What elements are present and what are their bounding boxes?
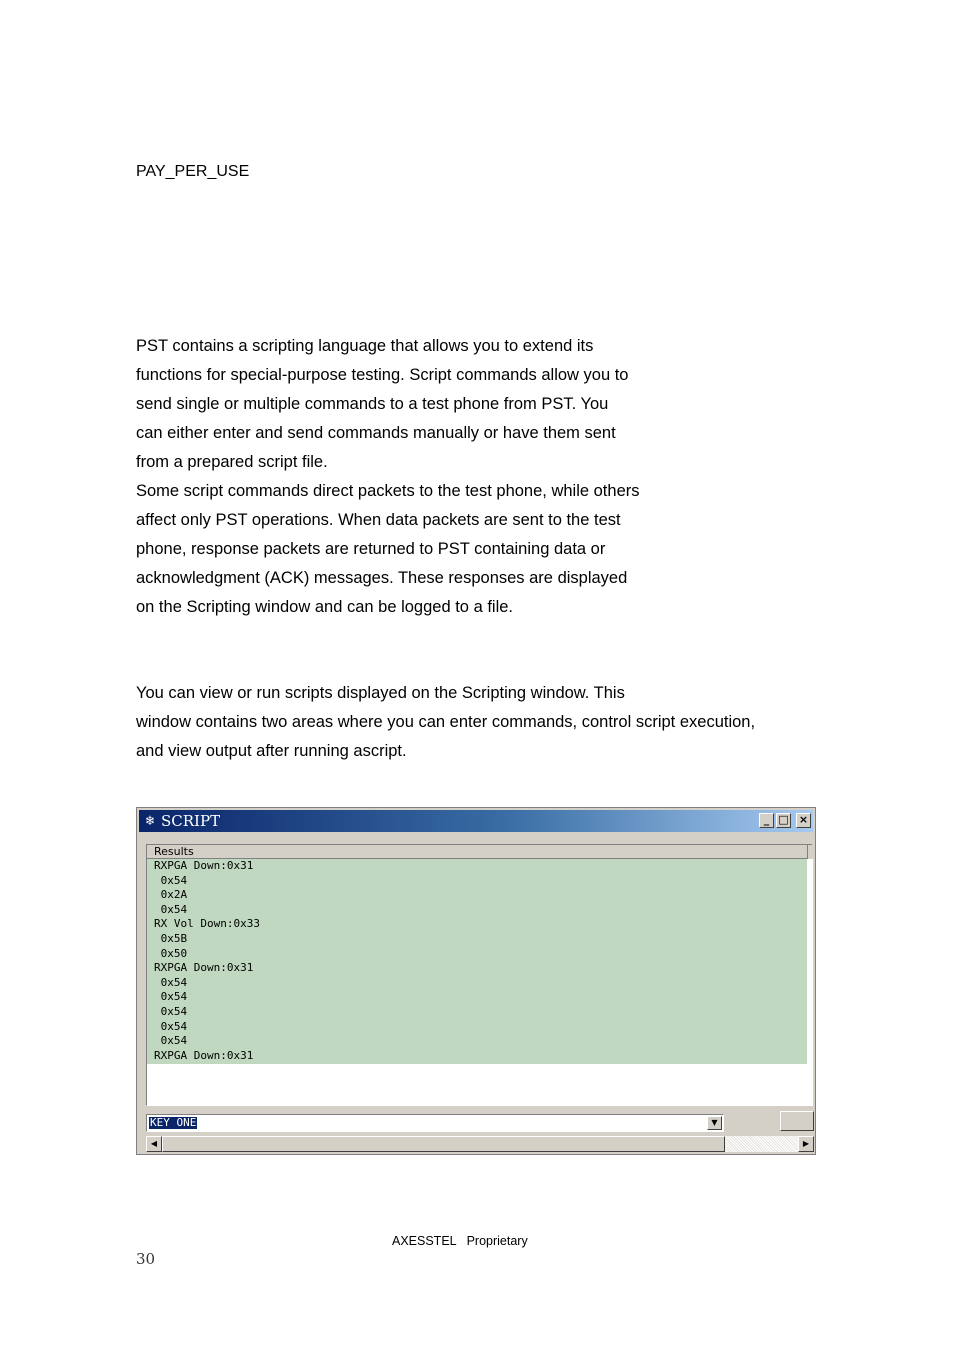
scroll-thumb[interactable] — [162, 1136, 725, 1152]
paragraph-line: functions for special-purpose testing. Script commands allow you to — [136, 366, 629, 384]
maximize-button[interactable]: □ — [776, 813, 791, 828]
paragraph-line: PST contains a scripting language that allows you to extend its — [136, 337, 594, 355]
results-header-spacer — [807, 845, 813, 859]
minimize-button[interactable]: _ — [759, 813, 774, 828]
result-line: RXPGA Down:0x31 — [154, 1048, 254, 1062]
result-line: RXPGA Down:0x31 — [154, 859, 254, 872]
scripting-window-paragraph — [136, 679, 755, 766]
send-button[interactable] — [780, 1111, 814, 1131]
paragraph-line: Some script commands direct packets to the test phone, while others — [136, 482, 640, 500]
window-title: SCRIPT — [161, 812, 221, 830]
intro-paragraph — [136, 332, 640, 622]
scroll-right-icon[interactable]: ▶ — [798, 1136, 814, 1152]
result-line: 0x54 — [154, 1034, 188, 1048]
chevron-down-icon[interactable]: ▼ — [707, 1116, 722, 1130]
paragraph-line: from a prepared script file. — [136, 453, 328, 471]
result-line: 0x54 — [154, 902, 188, 916]
section-label: PAY_PER_USE — [136, 163, 250, 180]
paragraph-line: and view output after running ascript. — [136, 742, 407, 760]
horizontal-scrollbar[interactable] — [146, 1136, 814, 1152]
result-line: RX Vol Down:0x33 — [154, 917, 260, 931]
paragraph-line: phone, response packets are returned to PST containing data or — [136, 540, 606, 558]
paragraph-line: affect only PST operations. When data packets are sent to the test — [136, 511, 621, 529]
results-column-header[interactable]: Results — [147, 845, 807, 859]
paragraph-line: window contains two areas where you can enter commands, control script execution, — [136, 713, 756, 731]
paragraph-line: acknowledgment (ACK) messages. These responses are displayed — [136, 569, 628, 587]
command-value: KEY ONE — [150, 1116, 197, 1129]
result-line: 0x54 — [154, 975, 188, 989]
title-buttons — [759, 813, 811, 829]
result-line: 0x2A — [154, 888, 188, 902]
result-line: RXPGA Down:0x31 — [154, 961, 254, 975]
paragraph-line: You can view or run scripts displayed on the Scripting window. This — [136, 684, 625, 702]
result-line: 0x54 — [154, 1004, 188, 1018]
command-input[interactable] — [146, 1114, 724, 1132]
footer-proprietary: AXESSTEL Proprietary — [392, 1234, 528, 1248]
result-line: 0x54 — [154, 873, 188, 887]
window-titlebar[interactable] — [139, 810, 813, 832]
script-window — [136, 807, 816, 1155]
result-line: 0x54 — [154, 990, 188, 1004]
paragraph-line: can either enter and send commands manually or have them sent — [136, 424, 616, 442]
page-number: 30 — [136, 1250, 156, 1268]
result-line: 0x5B — [154, 931, 188, 945]
result-line: 0x50 — [154, 946, 188, 960]
close-button[interactable]: × — [796, 813, 811, 828]
paragraph-line: on the Scripting window and can be logged to a file. — [136, 598, 514, 616]
scroll-left-icon[interactable]: ◀ — [146, 1136, 162, 1152]
results-list — [147, 859, 807, 1064]
snowflake-icon: ❄ — [145, 813, 155, 829]
results-panel[interactable] — [146, 844, 813, 1106]
result-line: 0x54 — [154, 1019, 188, 1033]
paragraph-line: send single or multiple commands to a test phone from PST. You — [136, 395, 609, 413]
